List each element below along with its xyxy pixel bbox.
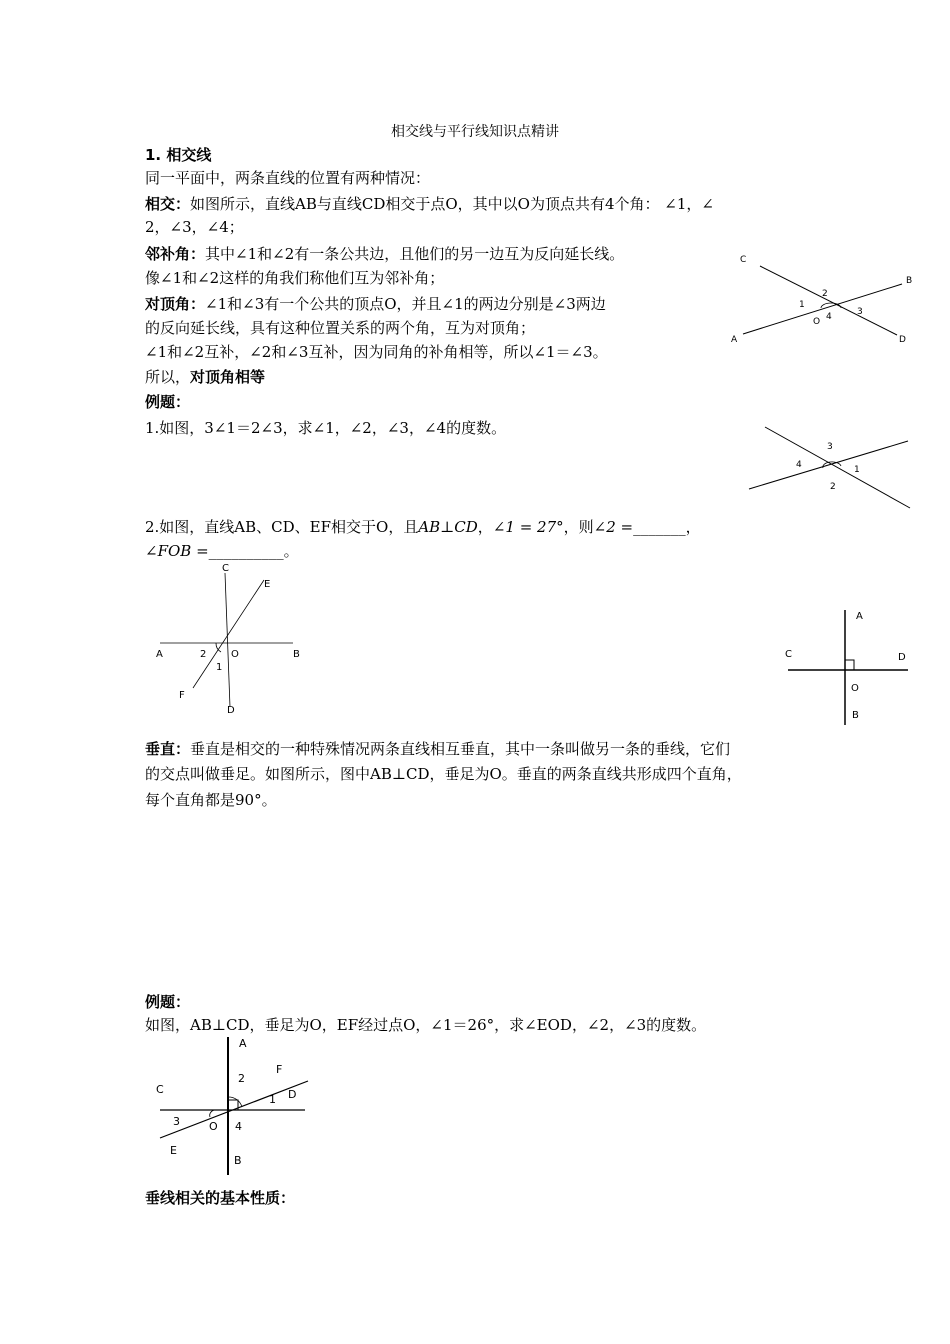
label-e: E xyxy=(264,579,271,590)
example-2-line2 xyxy=(145,540,299,562)
label-angle-3: 3 xyxy=(827,442,833,452)
label-angle-1: 1 xyxy=(799,300,805,310)
label-c: C xyxy=(785,649,792,660)
label-a: A xyxy=(856,611,863,622)
vertical-paragraph-line2: 的反向延长线，具有这种位置关系的两个角，互为对顶角； xyxy=(145,319,536,337)
label-angle-1: 1 xyxy=(269,1093,276,1106)
label-angle-2: 2 xyxy=(822,289,828,299)
label-o: O xyxy=(209,1120,218,1133)
label-a: A xyxy=(239,1037,247,1050)
vertical-paragraph-line1 xyxy=(145,293,606,315)
conclusion-bold: 对顶角相等 xyxy=(190,368,266,386)
intro-text: 同一平面中，两条直线的位置有两种情况： xyxy=(145,169,431,187)
label-angle-4: 4 xyxy=(826,312,832,322)
label-o: O xyxy=(851,683,859,694)
ex2-prefix: 2.如图，直线AB、CD、EF相交于O，且 xyxy=(145,518,419,536)
perp-text: 垂直是相交的一种特殊情况两条直线相互垂直，其中一条叫做另一条的垂线，它们 xyxy=(190,740,731,758)
ex2-math-angle1: ∠1 = 27° xyxy=(492,518,564,536)
perp-paragraph-line3: 每个直角都是90°。 xyxy=(145,791,277,809)
page-title: 相交线与平行线知识点精讲 xyxy=(391,124,559,140)
adjacent-paragraph-line2: 像∠1和∠2这样的角我们称他们互为邻补角； xyxy=(145,269,445,287)
example-1-text: 1.如图，3∠1＝2∠3，求∠1，∠2，∠3，∠4的度数。 xyxy=(145,419,507,437)
figure-example-2 xyxy=(148,560,318,720)
label-angle-2: 2 xyxy=(200,649,207,660)
figure-perpendicular xyxy=(780,600,920,735)
ex2-math-perp: AB⊥CD xyxy=(418,518,478,536)
figure-example-3 xyxy=(150,1035,320,1180)
adjacent-text: 其中∠1和∠2有一条公共边，且他们的另一边互为反向延长线。 xyxy=(205,245,625,263)
label-d: D xyxy=(899,335,906,345)
label-angle-4: 4 xyxy=(235,1120,242,1133)
intersect-paragraph-line2: 2，∠3，∠4； xyxy=(145,218,244,236)
intersect-text: 如图所示，直线AB与直线CD相交于点O，其中以O为顶点共有4个角： ∠1，∠ xyxy=(190,195,714,213)
label-d: D xyxy=(288,1088,297,1101)
label-c: C xyxy=(156,1083,164,1096)
label-angle-4: 4 xyxy=(796,460,802,470)
perp-paragraph-line2: 的交点叫做垂足。如图所示，图中AB⊥CD，垂足为O。垂直的两条直线共形成四个直角， xyxy=(145,765,742,783)
right-angle-marker xyxy=(845,660,854,670)
ex2-blank1: _______， xyxy=(633,518,701,536)
angle-arc-3 xyxy=(210,1110,214,1117)
label-angle-1: 1 xyxy=(854,465,860,475)
ex2-math-fob: ∠FOB = xyxy=(145,542,209,560)
intersect-label: 相交： xyxy=(145,195,191,213)
label-angle-3: 3 xyxy=(173,1115,180,1128)
ex2-math-angle2: ∠2 = xyxy=(593,518,634,536)
line-cd xyxy=(225,573,230,707)
conclusion-prefix: 所以， xyxy=(145,368,191,386)
label-angle-2: 2 xyxy=(830,482,836,492)
example-2-line1 xyxy=(145,516,701,538)
perp-label: 垂直： xyxy=(145,740,191,758)
label-o: O xyxy=(813,317,821,327)
label-f: F xyxy=(276,1063,283,1076)
label-angle-3: 3 xyxy=(857,307,863,317)
ex2-blank2: __________。 xyxy=(208,542,299,560)
label-f: F xyxy=(179,690,185,701)
label-c: C xyxy=(740,255,747,265)
line-1 xyxy=(765,427,910,508)
example-3-text: 如图，AB⊥CD，垂足为O，EF经过点O，∠1＝26°，求∠EOD，∠2，∠3的度数。 xyxy=(145,1016,707,1034)
angle-arc xyxy=(216,643,221,652)
ex2-sep: ， xyxy=(477,518,493,536)
label-b: B xyxy=(293,649,300,660)
example-heading: 例题： xyxy=(145,393,191,411)
label-b: B xyxy=(906,276,913,286)
vertical-paragraph-line3: ∠1和∠2互补，∠2和∠3互补，因为同角的补角相等，所以∠1＝∠3。 xyxy=(145,343,608,361)
label-a: A xyxy=(156,649,163,660)
label-angle-2: 2 xyxy=(238,1072,245,1085)
angle-arc-2 xyxy=(228,1097,242,1107)
conclusion-line xyxy=(145,366,265,388)
line-cd xyxy=(760,266,897,335)
vertical-text: ∠1和∠3有一个公共的顶点O，并且∠1的两边分别是∠3两边 xyxy=(205,295,606,313)
label-b: B xyxy=(234,1154,242,1167)
properties-heading: 垂线相关的基本性质： xyxy=(145,1189,296,1207)
figure-example-1 xyxy=(735,420,925,520)
perp-paragraph-line1 xyxy=(145,738,730,760)
example-2-heading: 例题： xyxy=(145,993,191,1011)
ex2-then: ，则 xyxy=(563,518,594,536)
label-e: E xyxy=(170,1144,177,1157)
label-o: O xyxy=(231,649,239,660)
label-b: B xyxy=(852,710,859,721)
label-a: A xyxy=(731,335,738,345)
adjacent-angle-label: 邻补角： xyxy=(145,245,206,263)
label-d: D xyxy=(898,652,906,663)
intersect-paragraph-line1 xyxy=(145,193,714,215)
label-angle-1: 1 xyxy=(216,662,223,673)
label-d: D xyxy=(227,705,235,716)
figure-intersecting-lines xyxy=(725,250,925,350)
section-heading-intersecting-lines: 1. 相交线 xyxy=(145,146,212,164)
label-c: C xyxy=(222,563,229,574)
adjacent-paragraph-line1 xyxy=(145,243,624,265)
vertical-angle-label: 对顶角： xyxy=(145,295,206,313)
